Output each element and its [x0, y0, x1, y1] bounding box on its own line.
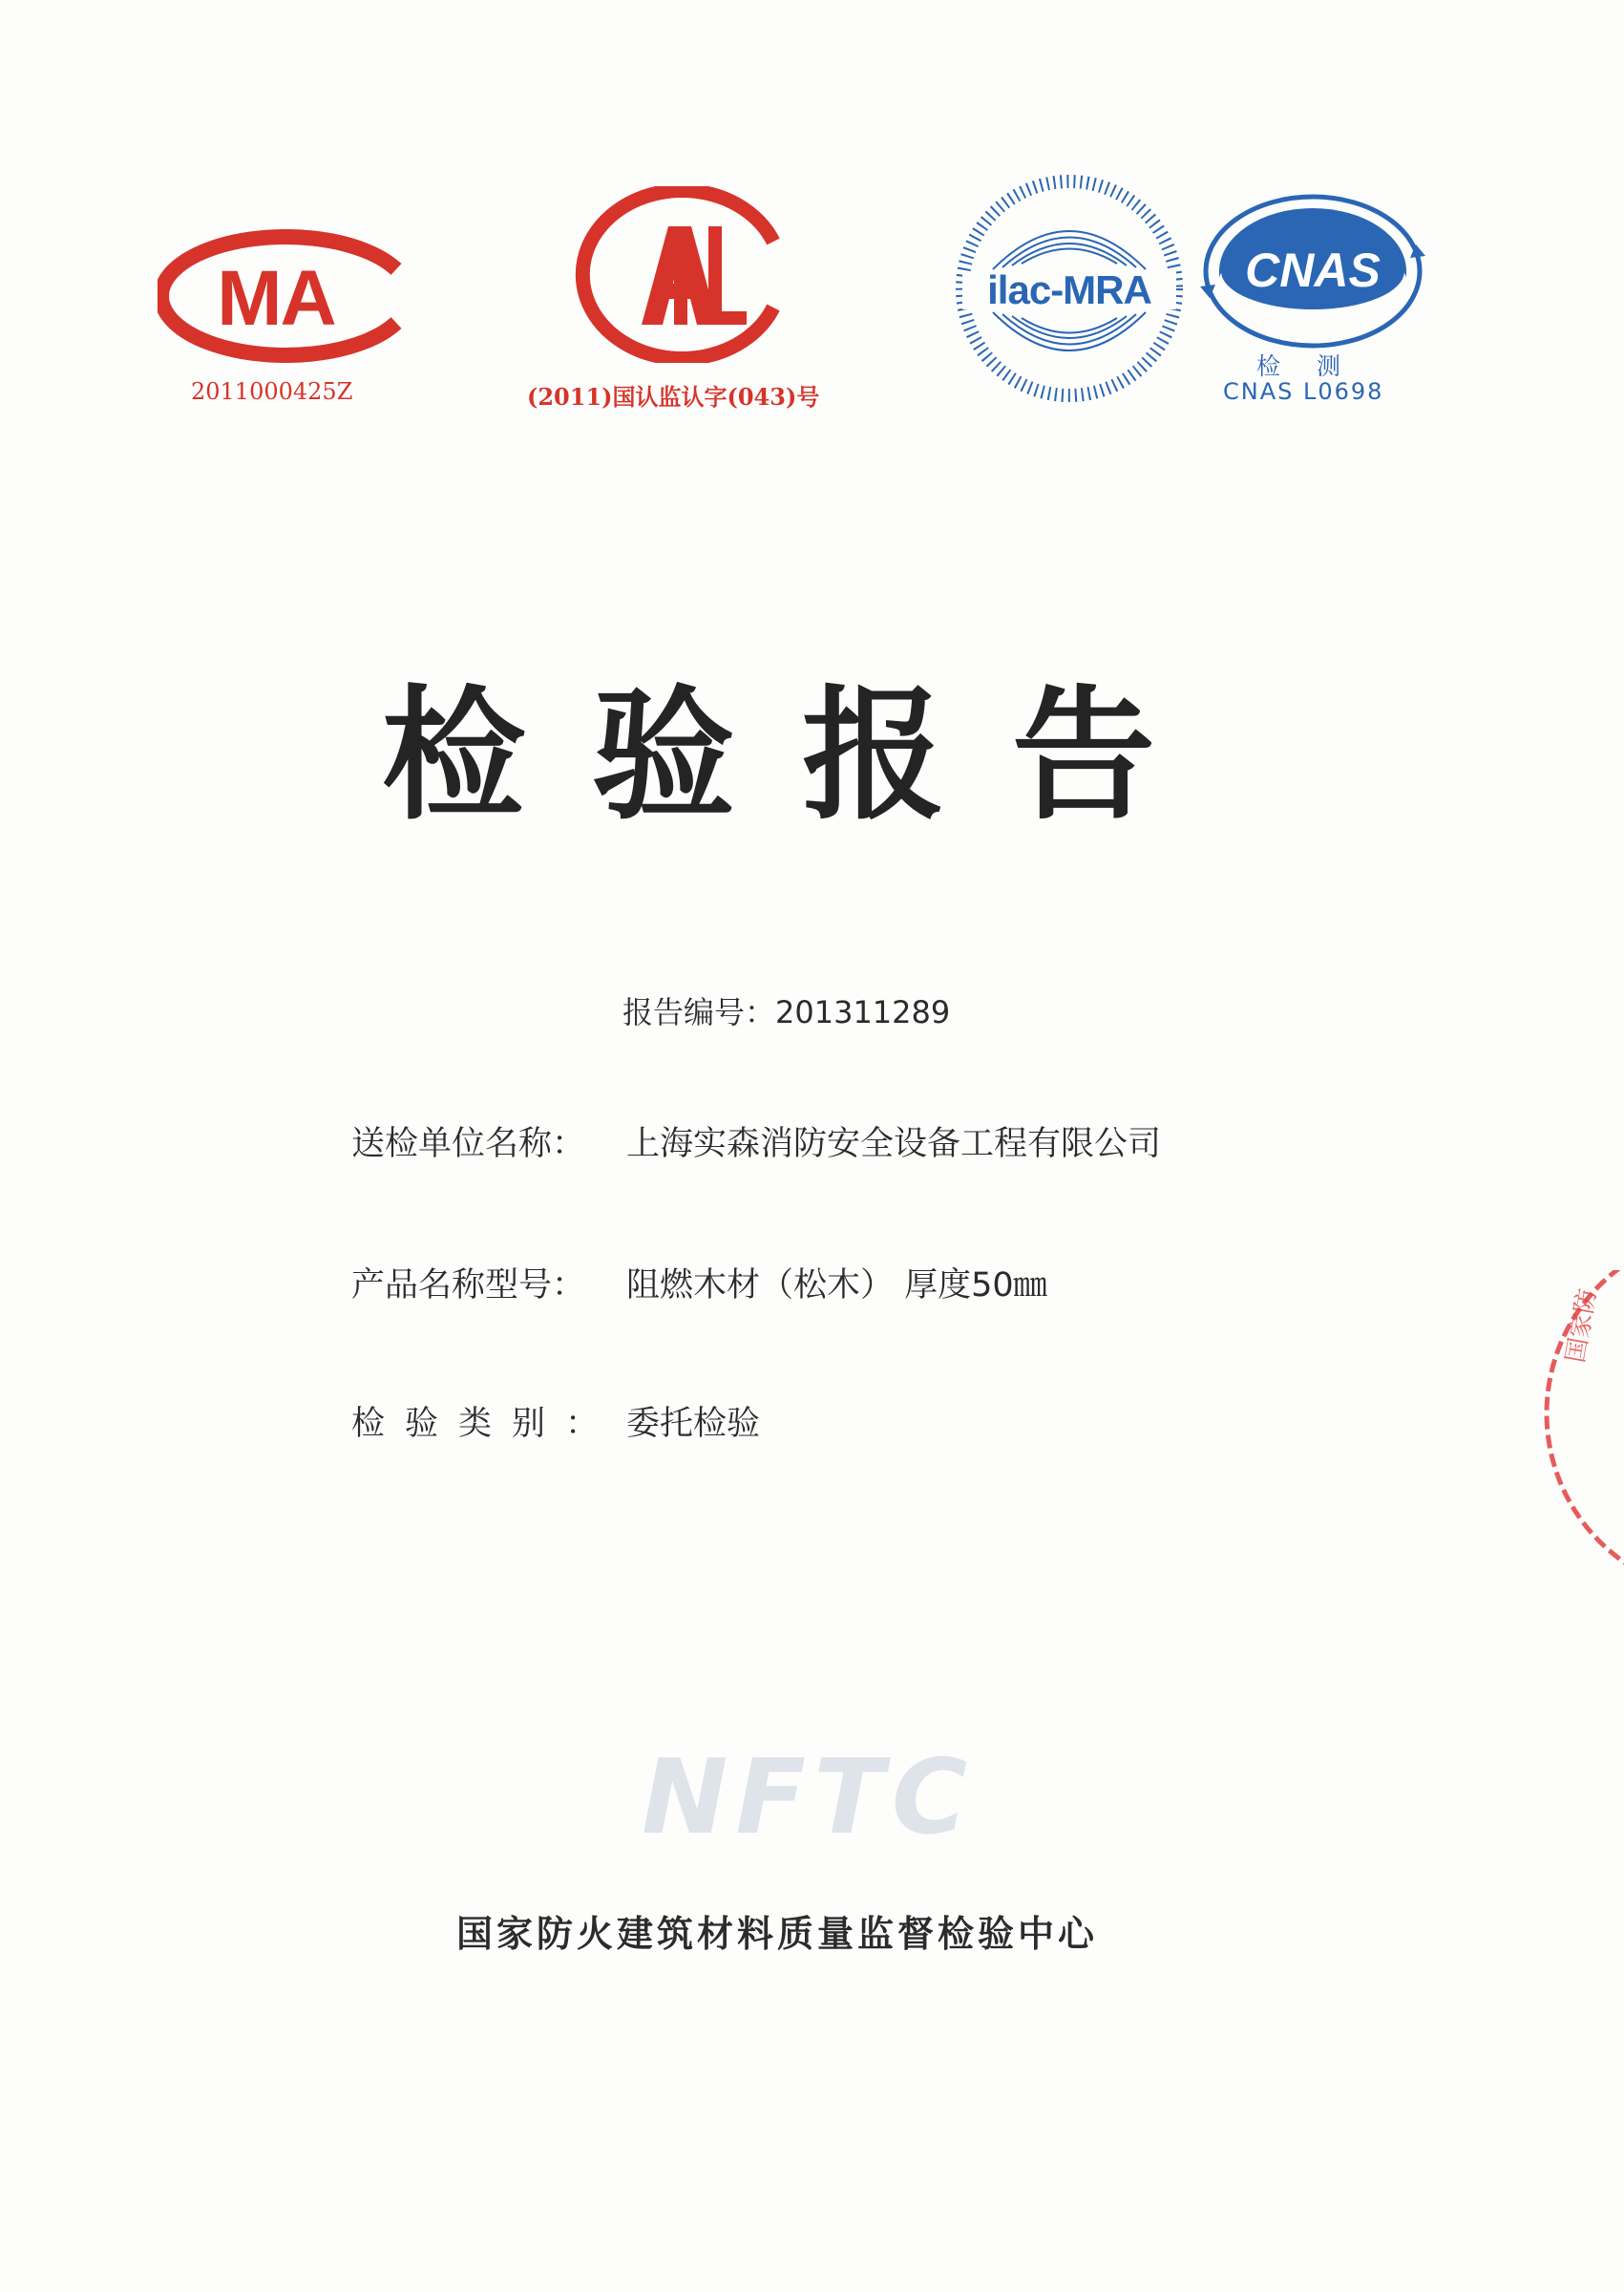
field-label: 检验类别：: [351, 1405, 620, 1443]
field-product-model: [351, 1259, 1047, 1306]
cnas-code: CNAS L0698: [1223, 378, 1384, 405]
svg-text:MA: MA: [217, 255, 335, 342]
cma-code: 2011000425Z: [191, 378, 353, 405]
report-title: 检验报告: [382, 673, 1223, 839]
field-inspection-type: [351, 1397, 760, 1445]
cal-logo: [573, 186, 788, 363]
cnas-logo: [1198, 187, 1427, 369]
ilac-mra-logo: [955, 174, 1184, 403]
nftc-watermark: NFTC: [642, 1738, 976, 1857]
report-number: 报告编号：201311289: [622, 994, 951, 1030]
organization-name: 国家防火建筑材料质量监督检验中心: [456, 1913, 1099, 1955]
field-value: 上海实森消防安全设备工程有限公司: [626, 1125, 1162, 1163]
svg-text:国家防: 国家防: [1561, 1286, 1603, 1366]
svg-text:ilac-MRA: ilac-MRA: [987, 267, 1151, 312]
field-label: 送检单位名称：: [351, 1125, 586, 1163]
field-value: 委托检验: [626, 1405, 761, 1443]
cal-code: (2011)国认监认字(043)号: [527, 383, 820, 411]
field-submitting-unit: [351, 1117, 1161, 1165]
field-value: 阻燃木材（松木） 厚度50㎜: [626, 1266, 1047, 1305]
cma-logo: [158, 229, 406, 363]
cnas-sub-label: 检测: [1256, 352, 1378, 380]
field-label: 产品名称型号：: [351, 1266, 586, 1305]
partial-stamp: [1537, 1270, 1624, 1633]
svg-text:CNAS: CNAS: [1245, 244, 1381, 297]
